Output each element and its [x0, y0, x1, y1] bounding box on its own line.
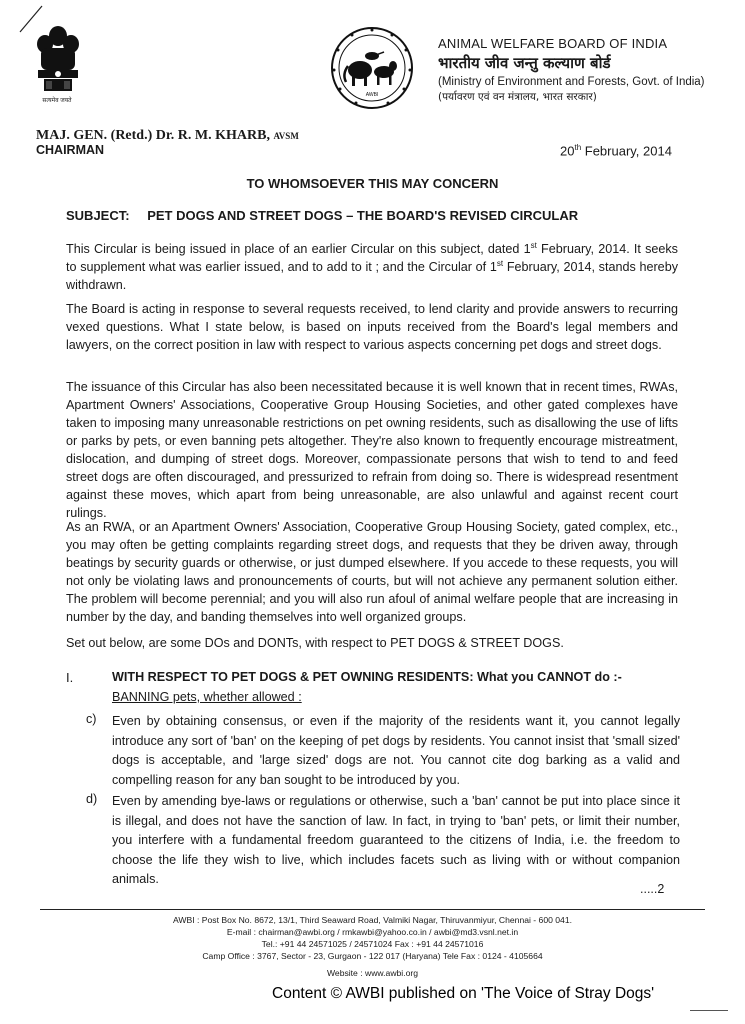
- date-day: 20: [560, 143, 575, 159]
- svg-text:AWBI: AWBI: [365, 92, 379, 98]
- date-rest: February, 2014: [581, 143, 672, 159]
- org-name-english: ANIMAL WELFARE BOARD OF INDIA: [438, 36, 668, 51]
- footer-email: E-mail : chairman@awbi.org / rmkawbi@yahoo.co.in / awbi@md3.vsnl.net.in: [226, 927, 519, 937]
- list-item: Even by obtaining consensus, or even if the majority of the residents want it, you cannot legally introduce any sort of 'ban' on the keeping of pet dogs by residents. You cannot insist that 'small sized' dogs is acceptable, and 'large sized' dogs are not. You cannot cite dog barking as a valid and compelling reason for any ban sought to be introduced by you.: [112, 714, 680, 787]
- sender-name: [36, 128, 299, 144]
- p1-part-c: February, 2014, stands hereby withdrawn.: [66, 260, 678, 292]
- content-credit: Content © AWBI published on 'The Voice of Stray Dogs': [272, 985, 655, 1002]
- footer-camp-office: Camp Office : 3767, Sector - 23, Gurgaon - 122 017 (Haryana) Tele Fax : 0124 - 4105664: [202, 951, 543, 961]
- org-name-hindi: भारतीय जीव जन्तु कल्याण बोर्ड: [438, 54, 611, 72]
- p1-part-a: This Circular is being issued in place of an earlier Circular on this subject, dated 1: [66, 242, 531, 256]
- subject-label: SUBJECT:: [66, 208, 130, 223]
- paragraph-5: Set out below, are some DOs and DONTs, with respect to PET DOGS & STREET DOGS.: [66, 636, 564, 650]
- awbi-seal-icon: [330, 26, 414, 110]
- letter-date: [560, 143, 672, 158]
- section-subheading: BANNING pets, whether allowed :: [112, 690, 302, 704]
- paragraph-2: The Board is acting in response to several requests received, to lend clarity and provide answers to recurring vexed questions. What I state below, is based on inputs received from the Board's legal members and lawyers, on the correct position in law with respect to various aspects concerning pet dogs and street dogs.: [66, 302, 678, 352]
- date-suffix: th: [574, 143, 582, 152]
- sender-honour: AVSM: [273, 131, 299, 141]
- sender-name-text: MAJ. GEN. (Retd.) Dr. R. M. KHARB,: [36, 128, 270, 143]
- subject-line: [66, 208, 578, 223]
- ministry-english: (Ministry of Environment and Forests, Govt. of India): [438, 76, 705, 88]
- ministry-hindi: (पर्यावरण एवं वन मंत्रालय, भारत सरकार): [438, 91, 597, 103]
- subject-text: PET DOGS AND STREET DOGS – THE BOARD'S REVISED CIRCULAR: [147, 208, 579, 223]
- section-heading: WITH RESPECT TO PET DOGS & PET OWNING RESIDENTS: What you CANNOT do :-: [112, 670, 622, 684]
- p1-sup-a: st: [530, 240, 537, 250]
- p1-sup-b: st: [496, 258, 504, 268]
- paragraph-1: [66, 240, 678, 294]
- corner-line: [690, 1010, 728, 1011]
- organisation-header: [438, 36, 738, 104]
- footer-phone: Tel.: +91 44 24571025 / 24571024 Fax : +91 44 24571016: [261, 939, 484, 949]
- emblem-caption: सत्यमेव जयते: [42, 98, 72, 104]
- list-item: Even by amending bye-laws or regulations or otherwise, such a 'ban' cannot be put into place since it is illegal, and does not have the sanction of law. In fact, in trying to 'ban' pets, or limit their number, you interfere with a fundamental freedom guaranteed to the citizens of India, i.e. the freedom to choose the life they wish to live, which includes facets such as living with or without companion animals.: [112, 794, 680, 886]
- paragraph-4: As an RWA, or an Apartment Owners' Association, Cooperative Group Housing Society, gated complex, etc., you may often be getting complaints regarding street dogs, and requests that they be driven away, through beatings by security guards or otherwise, or just dumped elsewhere. If you accede to these requests, you will not only be violating laws and pronouncements of courts, but will not achieve any permanent solution either. The problem will become perennial; and you will also run afoul of animal welfare people that are increasing in number by the day, and banding themselves into well organized groups.: [66, 520, 678, 624]
- list-item-letter: d): [86, 792, 98, 806]
- footer-website: Website : www.awbi.org: [326, 968, 419, 978]
- page-continuation: .....2: [640, 882, 665, 896]
- addressee-heading: TO WHOMSOEVER THIS MAY CONCERN: [246, 176, 499, 191]
- footer-divider: [40, 909, 705, 910]
- footer-address: AWBI : Post Box No. 8672, 13/1, Third Seaward Road, Valmiki Nagar, Thiruvanmiyur, Chennai - 600 041.: [172, 915, 573, 925]
- list-item-letter: c): [86, 712, 97, 726]
- sender-title: CHAIRMAN: [36, 143, 105, 157]
- p1-part-b: February, 2014. It seeks to supplement what was earlier issued, and to add to it ; and the Circular of 1: [66, 242, 678, 274]
- paragraph-3: The issuance of this Circular has also been necessitated because it is well known that in recent times, RWAs, Apartment Owners' Associations, Cooperative Group Housing Societies, and other gated complexes have taken to imposing many unreasonable restrictions on pet owning residents, such as disallowing the use of lifts or parks by pets, or even banning pets altogether. They're also known to frequently encourage mistreatment, dislocation, and dumping of street dogs. Moreover, compassionate persons that wish to tend to and feed street dogs are often discouraged, and pressurized to refrain from doing so. There is widespread resentment against these moves, which apart from being unreasonable, are also unlawful and against recent court rulings.: [66, 380, 678, 520]
- section-number: I.: [66, 670, 74, 685]
